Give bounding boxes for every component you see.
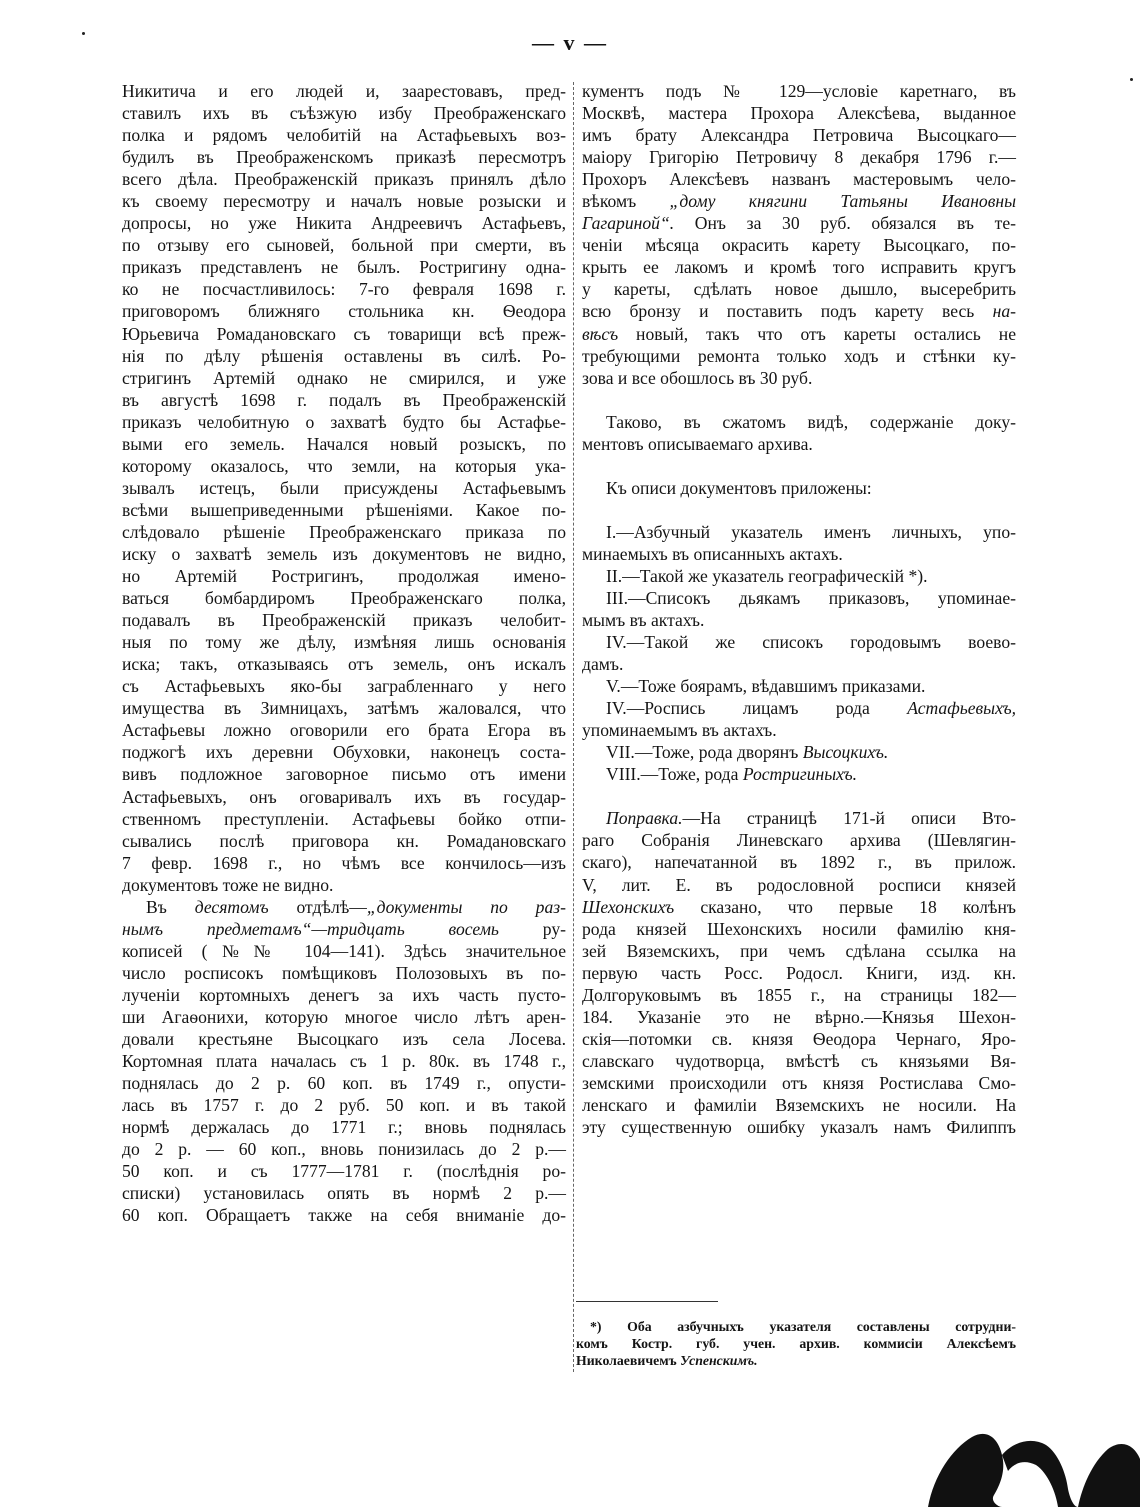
text-line: лученіи кортомныхъ денегъ за ихъ часть пусто- (122, 984, 566, 1005)
ink-blot-decoration (928, 1415, 1140, 1507)
text-line: поднялась до 2 р. 60 коп. въ 1749 г., опусти- (122, 1073, 566, 1094)
text-line: 50 коп. и съ 1777—1781 г. (послѣднія ро- (122, 1161, 566, 1182)
text-line: Долгоруковымъ въ 1855 г., на страницы 182— (582, 984, 1016, 1005)
text-line: зей Вяземскихъ, при чемъ сдѣлана ссылка на (582, 940, 1016, 961)
text-line: выми его земель. Начался новый розыскъ, по (122, 433, 566, 454)
appendix-list (582, 521, 1016, 786)
footnote-rule (576, 1301, 718, 1302)
text-line: будилъ въ Преображенскомъ приказѣ пересмотръ (122, 147, 566, 168)
text-line: Астафьевы ложно оговорили его брата Егора въ (122, 720, 566, 741)
text-line: ментовъ описываемаго архива. (582, 433, 813, 454)
list-item: IV.—Такой же списокъ городовымъ воево- (606, 632, 1016, 653)
text-line: приговоромъ ближняго стольника кн. Ѳеодора (122, 301, 566, 322)
text-line: кописей (№№ 104—141). Здѣсь значительное (122, 940, 566, 961)
correction-paragraph (582, 807, 1016, 1138)
text-line: вѣкомъ „дому княгини Татьяны Ивановны (582, 191, 1017, 212)
text-line: поджогѣ ихъ деревни Обуховки, наконецъ состa- (122, 742, 566, 763)
list-item-cont: дамъ. (582, 654, 624, 675)
text-line: Никитича и его людей и, заарестовавъ, пред- (122, 81, 566, 101)
right-paragraph-2 (582, 411, 1016, 455)
text-line: имущества въ Зимницахъ, затѣмъ жаловался, что (122, 698, 566, 719)
ink-speck (82, 32, 85, 35)
text-line: скаго), напечатанной въ 1892 г., въ прилож. (582, 852, 1016, 873)
text-line: крыть ее лакомъ и кромѣ того исправить кругъ (582, 257, 1016, 278)
text-line: славскаго чудотворца, вмѣстѣ съ князьями Вя- (582, 1050, 1016, 1071)
text-line: полка и рядомъ челобитій на Астафьевыхъ воз- (122, 125, 566, 146)
text-line: зывалъ истецъ, были присуждены Астафьевымъ (122, 477, 566, 498)
text-line: V, лит. Е. въ родословной росписи князей (582, 874, 1016, 895)
footnote-line: Николаевичемъ Успенскимъ. (576, 1353, 758, 1368)
column-divider (573, 82, 574, 1372)
text-line: ваться бомбардиромъ Преображенскаго полка, (122, 588, 566, 609)
left-paragraph-1 (122, 80, 566, 896)
text-line: ставилъ ихъ въ съѣзжую избу Преображенскаго (122, 103, 566, 124)
text-line: Гагариной“. Онъ за 30 руб. обязался въ те- (582, 213, 1016, 234)
left-paragraph-2 (122, 896, 566, 1227)
text-line: кументъ подъ № 129—условіе каретнаго, въ (582, 81, 1016, 101)
text-line: которому оказалось, что земли, на которыя ука- (122, 455, 566, 476)
text-line: по отзыву его сыновей, больной при смерти, въ (122, 235, 566, 256)
appendix-intro: Къ описи документовъ приложены: (606, 477, 872, 498)
text-line: сывались послѣ приговора кн. Ромадановскаго (122, 830, 566, 851)
right-paragraph-1 (582, 80, 1016, 389)
list-item-cont: мымъ въ актахъ. (582, 609, 705, 630)
text-line: нормѣ держалась до 1771 г.; вновь поднялась (122, 1117, 566, 1138)
text-line: у кареты, сдѣлать новое дышло, высеребрить (582, 279, 1016, 300)
text-line: 184. Указаніе это не вѣрно.—Князья Шехон- (582, 1006, 1016, 1027)
text-line: приказъ челобитную о захватѣ будто бы Астафье- (122, 411, 566, 432)
text-line: эту существенную ошибку указалъ намъ Филиппъ (582, 1117, 1016, 1138)
text-line: съ Астафьевыхъ яко-бы заграбленнаго у него (122, 676, 566, 697)
text-line: маіору Григорію Петровичу 8 декабря 1796 г.— (582, 147, 1016, 168)
text-line: вѣсъ новый, такъ что отъ кареты остались не (582, 323, 1016, 344)
text-line: Кортомная плата началась съ 1 р. 80к. въ 1748 г., (122, 1051, 566, 1072)
text-line: Прохоръ Алексѣевъ названъ мастеровымъ чело- (582, 169, 1016, 190)
text-line: Юрьевича Ромадановскаго съ товарищи всѣ преж- (122, 323, 566, 344)
footnote-line: *) Оба азбучныхъ указателя составлены сотрудни- (590, 1319, 1016, 1334)
list-item: III.—Списокъ дьякамъ приказовъ, упоминае- (606, 587, 1016, 608)
list-item: VII.—Тоже, рода дворянъ Высоцкихъ. (606, 742, 889, 763)
text-line: Въ десятомъ отдѣлѣ—„документы по раз- (146, 896, 566, 917)
text-line: ныя по тому же дѣлу, измѣняя лишь основанія (122, 632, 566, 653)
list-item-cont: упоминаемымъ въ актахъ. (582, 720, 777, 741)
text-line: въ августѣ 1698 г. подалъ въ Преображенскій (122, 389, 566, 410)
text-line: требующими ремонта только ходъ и стѣнки ку- (582, 345, 1016, 366)
text-line: 60 коп. Обращаетъ также на себя вниманіе до- (122, 1205, 566, 1226)
text-line: число росписокъ помѣщиковъ Полозовыхъ въ по- (122, 962, 566, 983)
text-line: до 2 р. — 60 коп., вновь понизилась до 2 р.— (122, 1139, 566, 1160)
list-item: V.—Тоже боярамъ, вѣдавшимъ приказами. (606, 676, 926, 697)
text-line: ленскаго и фамиліи Вяземскихъ не носили. На (582, 1094, 1016, 1115)
text-line: скія—потомки св. князя Ѳеодора Чернаго, Яро- (582, 1028, 1016, 1049)
text-line: раго Собранія Линевскаго архива (Шевлягин- (582, 830, 1016, 851)
text-line: Астафьевыхъ, онъ оговаривалъ ихъ въ государ- (122, 786, 566, 807)
text-line: къ своему пересмотру и началъ новые розыски и (122, 191, 566, 212)
text-line: иска; такъ, отказываясь отъ земель, онъ искалъ (122, 654, 566, 675)
text-line: стригинъ Артемій однако не смирился, и уже (122, 367, 566, 388)
text-line: зова и все обошлось въ 30 руб. (582, 367, 813, 388)
text-line: иску о захватѣ земель изъ документовъ не видно, (122, 543, 566, 564)
text-line: ши Агаѳонихи, которую многое число лѣтъ арен- (122, 1006, 566, 1027)
text-line: имъ брату Александра Петровича Высоцкаго— (582, 125, 1016, 146)
text-line: подавалъ въ Преображенскій приказъ челобит- (122, 610, 566, 631)
footnote (576, 1318, 1016, 1369)
text-line: Таково, въ сжатомъ видѣ, содержаніе доку- (606, 411, 1016, 432)
text-line: лась въ 1757 г. до 2 руб. 50 коп. и въ такой (122, 1095, 566, 1116)
text-line: документовъ тоже не видно. (122, 874, 334, 895)
text-line: первую часть Росс. Родосл. Книги, изд. кн. (582, 962, 1016, 983)
list-item: IV.—Роспись лицамъ рода Астафьевыхъ, (606, 698, 1016, 719)
list-item: VIII.—Тоже, рода Ростригиныхъ. (606, 764, 858, 785)
text-line: ченіи мѣсяца окрасить карету Высоцкаго, по- (582, 235, 1016, 256)
text-line: Поправка.—На страницѣ 171-й описи Вто- (606, 808, 1016, 829)
text-line: вивъ подложное заговорное письмо отъ имени (122, 764, 566, 785)
text-line: 7 февр. 1698 г., но чѣмъ все кончилось—изъ (122, 852, 566, 873)
text-line: списки) установилась опять въ нормѣ 2 р.— (122, 1183, 566, 1204)
text-line: ственномъ преступленіи. Астафьевы бойко отпи- (122, 808, 566, 829)
ink-speck (1130, 78, 1133, 81)
text-line: нія по дѣлу рѣшенія оставлены въ силѣ. Ро- (122, 345, 566, 366)
text-line: нымъ предметамъ“—тридцать восемь ру- (122, 918, 566, 939)
text-line: всѣми вышеприведенными рѣшеніями. Какое по- (122, 499, 566, 520)
left-column (122, 80, 566, 1226)
list-item-cont: минаемыхъ въ описанныхъ актахъ. (582, 543, 843, 564)
text-line: но Артемій Ростригинъ, продолжая имено- (122, 566, 566, 587)
text-line: допросы, но уже Никита Андреевичъ Астафьевъ, (122, 213, 566, 234)
text-line: рода князей Шехонскихъ носили фамилію кня- (582, 918, 1016, 939)
list-item: II.—Такой же указатель географическій *). (606, 565, 928, 586)
text-line: всю бронзу и поставить подъ карету весь на- (582, 301, 1016, 322)
text-line: довали крестьяне Высоцкаго изъ села Лосева. (122, 1029, 566, 1050)
text-line: Москвѣ, мастера Прохора Алексѣева, выданное (582, 103, 1016, 124)
text-line: ко не посчастливилось: 7-го февраля 1698 г. (122, 279, 566, 300)
text-line: всего дѣла. Преображенскій приказъ принялъ дѣло (122, 169, 566, 190)
list-item: I.—Азбучный указатель именъ личныхъ, упо- (606, 521, 1016, 542)
text-line: земскими происходили отъ князя Ростислава Смо- (582, 1072, 1016, 1093)
footnote-line: комъ Костр. губ. учен. архив. коммисіи Алексѣемъ (576, 1336, 1016, 1351)
right-column (582, 80, 1016, 1138)
text-line: Шехонскихъ сказано, что первые 18 колѣнъ (582, 896, 1016, 917)
page-number: — v — (532, 30, 608, 55)
text-line: приказъ представленъ не былъ. Ростригину одна- (122, 257, 566, 278)
text-line: слѣдовало рѣшеніе Преображенскаго приказа по (122, 521, 566, 542)
